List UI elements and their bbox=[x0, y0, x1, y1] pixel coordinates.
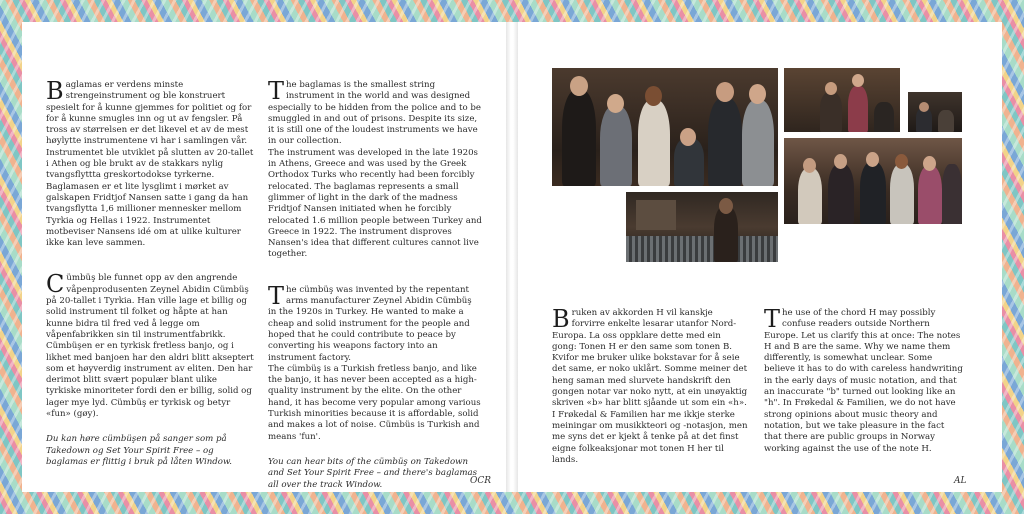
paragraph-baglamas-no bbox=[46, 77, 254, 249]
drop-cap: T bbox=[268, 77, 285, 105]
band-lineup-photo bbox=[784, 138, 962, 224]
left-column-english bbox=[268, 77, 482, 491]
right-column-english bbox=[764, 305, 964, 455]
paragraph-text: he cümbüş was invented by the repentant arms manufacturer Zeynel Abidin Cümbüş in the 1920s in Turkey. He wanted to make a cheap and solid instrument for the people and hoped that he could contribute to peace by converting his weapons factory into an instrument factory. bbox=[268, 284, 472, 363]
drop-cap: T bbox=[268, 281, 285, 310]
paragraph-chord-h-en bbox=[764, 305, 964, 455]
listening-note-en: You can hear bits of the cümbüş on Takedown and Set Your Spirit Free – and there's baglamas all over the track Window. bbox=[268, 456, 478, 490]
left-page bbox=[22, 22, 506, 492]
drop-cap: C bbox=[46, 270, 65, 299]
drop-cap: T bbox=[764, 305, 781, 333]
paragraph-text: Instrumentet ble utviklet på slutten av 20-tallet i Athen og ble brukt av de stakkars nylig tvangsflyttta greskortodokse tyrkerne. Baglamasen er et lite lysglimt i mørket av galskapen Fridtjof Nansen satte i gang da han tvangsflytta 1,6 millioner mennesker mellom Tyrkia og Hellas i 1922. Instrumentet motbeviser Nansens idé om at ulike kulturer ikke kan leve sammen. bbox=[46, 147, 254, 249]
rehearsal-room-photo bbox=[784, 68, 900, 132]
paragraph-cumbus-no bbox=[46, 270, 254, 420]
paragraph-baglamas-en bbox=[268, 77, 482, 261]
paragraph-text: he use of the chord H may possibly confuse readers outside Northern Europe. Let us clarify this at once: The notes H and B are the same. Why we name them differently, is somewhat unclear. Some believe it has to do with careless handwriting in the early days of music notation, and that an inaccurate "b" turned out looking like an "h". In Frøkedal & Familien, we do not have strong opinions about music theory and notation, but we take pleasure in the fact that there are public groups in Norway working against the use of the note H. bbox=[764, 308, 963, 454]
small-candid-photo bbox=[908, 92, 962, 132]
paragraph-chord-h-no bbox=[552, 305, 748, 466]
paragraph-text: he baglamas is the smallest string instrument in the world and was designed especially to be hidden from the police and to be smuggled in and out of prisons. Despite its size, it is still one of the loudest instruments we have in our collection. bbox=[268, 80, 481, 147]
band-group-photo bbox=[552, 68, 778, 186]
paragraph-text: aglamas er verdens minste strengeinstrument og ble konstruert spesielt for å kunne gjemmes for politiet og for for å kunne smugles inn og ut av fengsler. På tross av størrelsen er det likevel et av de mest høylytte instrumentene vi har i samlingen vår. bbox=[46, 80, 252, 147]
paragraph-text: The instrument was developed in the late 1920s in Athens, Greece and was used by the Greek Orthodox Turks who recently had been forcibly relocated. The baglamas represents a small glimmer of light in the dark of the madness Fridtjof Nansen initiated when he forcibly relocated 1.6 million people between Turkey and Greece in 1922. The instrument disproves Nansen's idea that different cultures cannot live together. bbox=[268, 147, 482, 260]
page-folio: AL bbox=[954, 476, 967, 486]
listening-note-no: Du kan høre cümbüşen på sanger som på Takedown og Set Your Spirit Free – og baglamas er flittig i bruk på låten Window. bbox=[46, 434, 233, 467]
drop-cap: B bbox=[46, 77, 64, 105]
paragraph-cumbus-en bbox=[268, 281, 482, 443]
paragraph-text: ümbüş ble funnet opp av den angrende våpenprodusenten Zeynel Abidin Cümbüş på 20-tallet i Tyrkia. Han ville lage et billig og solid instrument til folket og håpte at han kunne bidra til fred ved å legge om våpenfabrikken sin til instrumentfabrikk. bbox=[46, 273, 249, 340]
paragraph-text: The cümbüş is a Turkish fretless banjo, and like the banjo, it has never been accepted as a high-quality instrument by the elite. On the other hand, it has become very popular among various Turkish minorities because it is affordable, solid and makes a lot of noise. Cümbüs is Turkish and means 'fun'. bbox=[268, 363, 481, 442]
right-page bbox=[518, 22, 1002, 492]
paragraph-text: Cümbüşen er en tyrkisk fretless banjo, og i likhet med banjoen har den aldri blitt akseptert som et høyverdig instrument av eliten. Den har derimot blitt svært populær blant ulike tyrkiske minoriteter fordi den er billig, solid og lager mye lyd. Cümbüş er tyrkisk og betyr «fun» (gøy). bbox=[46, 341, 254, 420]
left-column-norwegian bbox=[46, 77, 254, 468]
studio-mixing-desk-photo bbox=[626, 192, 778, 262]
right-column-nynorsk bbox=[552, 305, 748, 466]
paragraph-text: ruken av akkorden H vil kanskje forvirre enkelte lesarar utanfor Nord-Europa. La oss oppklare dette med ein gong: Tonen H er den same som tonen B. Kvifor me bruker ulike bokstavar for å seie det same, er noko uklårt. Somme meiner det heng saman med slurvete handskrift den gongen notar var noko nytt, at ein unøyaktig skriven «b» har blitt sjåande ut som ein «h». I Frøkedal & Familien har me ikkje sterke meiningar om musikkteori og -notasjon, men me syns det er kjekt å tenke på at det finst eigne folkeaksjonar mot tonen H her til lands. bbox=[552, 308, 748, 465]
book-gutter bbox=[506, 22, 518, 492]
drop-cap: B bbox=[552, 305, 570, 333]
page-folio: OCR bbox=[470, 476, 492, 486]
